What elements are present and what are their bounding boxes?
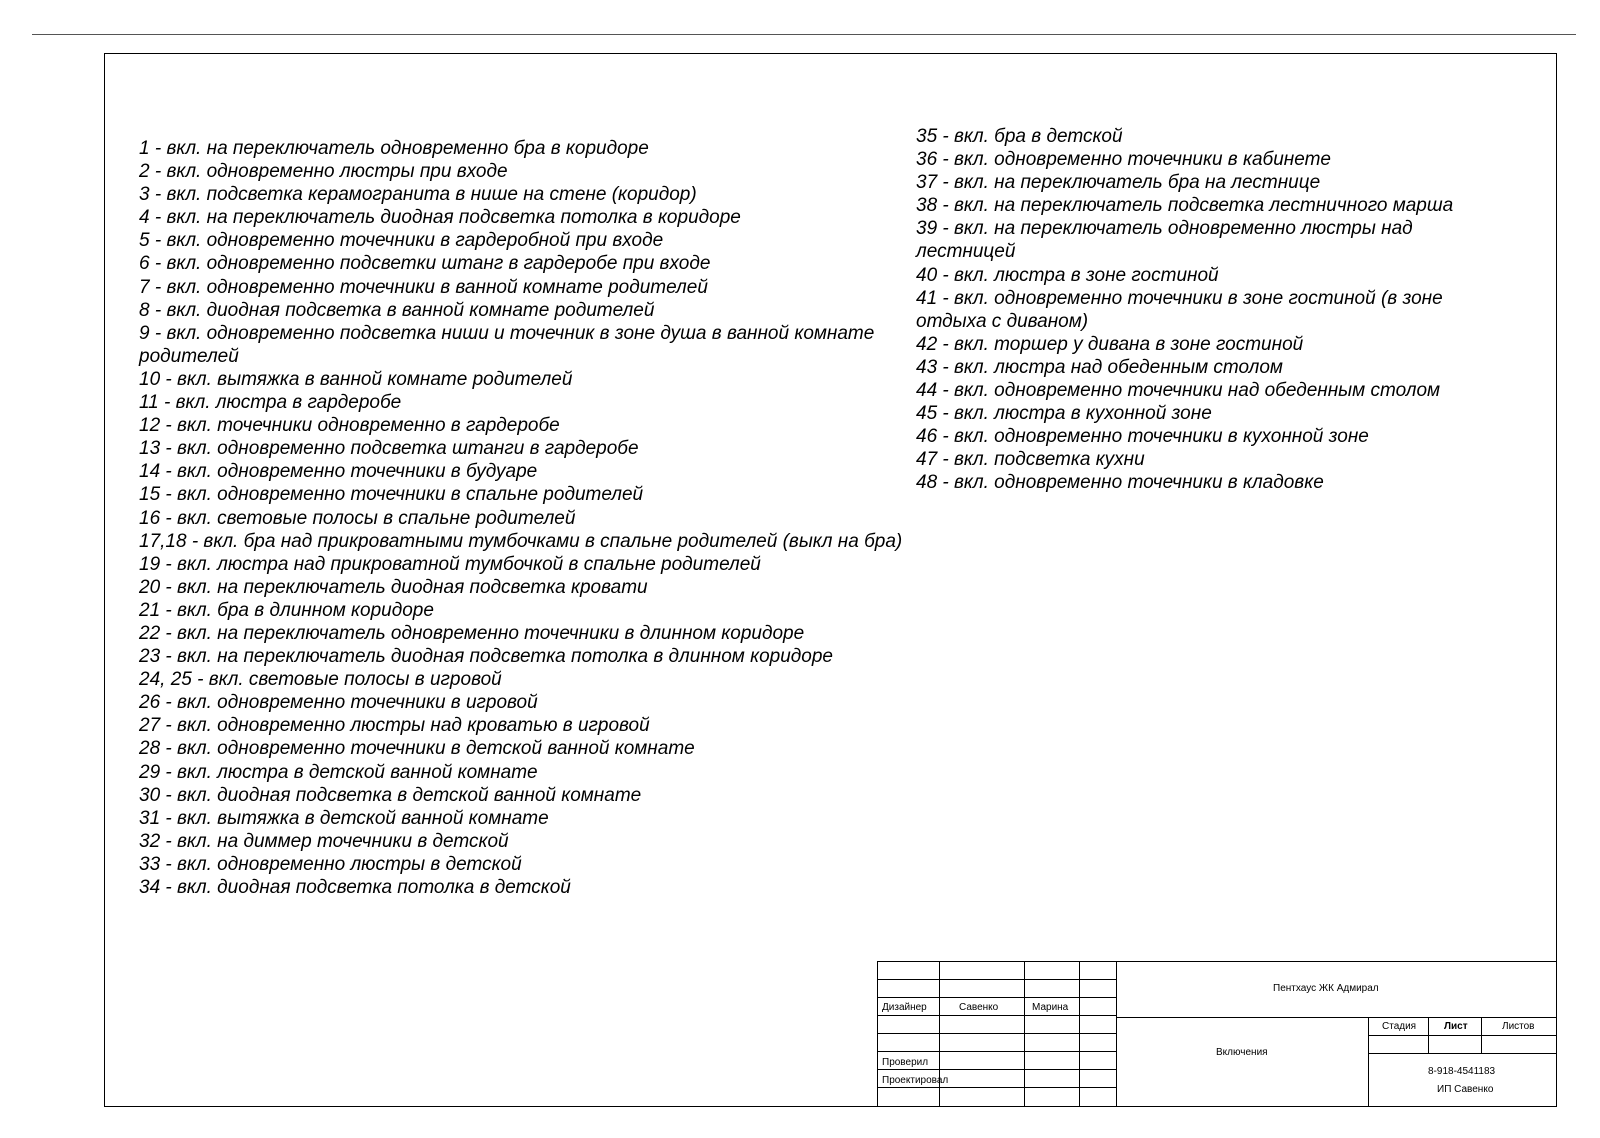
tb-grid-line: [877, 979, 1116, 980]
tb-designer-surname: Савенко: [959, 1002, 999, 1013]
legend-item: 48 - вкл. одновременно точечники в кладовке: [916, 472, 1324, 494]
legend-item: 1 - вкл. на переключатель одновременно бра в коридоре: [139, 138, 649, 159]
legend-item: 46 - вкл. одновременно точечники в кухонной зоне: [916, 426, 1369, 448]
legend-item: 10 - вкл. вытяжка в ванной комнате родителей: [139, 368, 573, 390]
legend-item: 12 - вкл. точечники одновременно в гардеробе: [139, 415, 560, 437]
legend-item: 29 - вкл. люстра в детской ванной комнате: [139, 761, 538, 783]
legend-item: 43 - вкл. люстра над обеденным столом: [916, 356, 1283, 378]
legend-item: 47 - вкл. подсветка кухни: [916, 449, 1145, 471]
tb-grid-line: [877, 997, 1116, 998]
legend-item: 30 - вкл. диодная подсветка в детской ванной комнате: [139, 784, 642, 806]
tb-grid-line: [1116, 961, 1117, 1107]
tb-grid-line: [877, 1087, 1116, 1088]
legend-item: 20 - вкл. на переключатель диодная подсветка кровати: [139, 576, 648, 598]
tb-stage-label: Стадия: [1382, 1021, 1417, 1032]
legend-item: 22 - вкл. на переключатель одновременно точечники в длинном коридоре: [139, 622, 805, 644]
legend-item: 38 - вкл. на переключатель подсветка лестничного марша: [916, 195, 1454, 217]
legend-item: 44 - вкл. одновременно точечники над обеденным столом: [916, 380, 1441, 402]
legend-item: 40 - вкл. люстра в зоне гостиной: [916, 264, 1219, 286]
legend-item: 37 - вкл. на переключатель бра на лестнице: [916, 172, 1321, 194]
legend-item: 24, 25 - вкл. световые полосы в игровой: [139, 669, 502, 691]
legend-item: 28 - вкл. одновременно точечники в детской ванной комнате: [139, 738, 695, 760]
legend-item: 26 - вкл. одновременно точечники в игровой: [139, 692, 538, 714]
tb-grid-line: [1481, 1017, 1482, 1053]
tb-grid-line: [877, 1033, 1116, 1034]
tb-sheet-label: Лист: [1444, 1021, 1468, 1032]
tb-designer-name: Марина: [1032, 1002, 1069, 1013]
legend-item: 3 - вкл. подсветка керамогранита в нише на стене (коридор): [139, 184, 697, 206]
tb-sheets-label: Листов: [1502, 1021, 1535, 1032]
legend-item: 13 - вкл. одновременно подсветка штанги в гардеробе: [139, 438, 639, 460]
tb-grid-line: [877, 1051, 1116, 1052]
top-rule: [32, 34, 1576, 35]
tb-project-name: Пентхаус ЖК Адмирал: [1273, 983, 1379, 994]
tb-role-designer: Дизайнер: [882, 1002, 927, 1013]
tb-border: [877, 961, 878, 1107]
tb-grid-line: [877, 1069, 1116, 1070]
tb-grid-line: [1079, 961, 1080, 1107]
title-block: [877, 961, 1557, 1107]
tb-grid-line: [1368, 1053, 1557, 1054]
legend-item: 16 - вкл. световые полосы в спальне родителей: [139, 507, 576, 529]
legend-item: 21 - вкл. бра в длинном коридоре: [139, 599, 434, 621]
tb-grid-line: [877, 1015, 1116, 1016]
tb-border: [877, 961, 1557, 962]
legend-item: 2 - вкл. одновременно люстры при входе: [139, 161, 508, 183]
legend-item: 17,18 - вкл. бра над прикроватными тумбочками в спальне родителей (выкл на бра): [139, 530, 903, 552]
tb-grid-line: [1428, 1017, 1429, 1053]
tb-grid-line: [1116, 1017, 1557, 1018]
legend-item: 41 - вкл. одновременно точечники в зоне гостиной (в зоне отдыха с диваном): [916, 287, 1443, 332]
legend-item: 36 - вкл. одновременно точечники в кабинете: [916, 149, 1331, 171]
legend-item: 31 - вкл. вытяжка в детской ванной комнате: [139, 807, 549, 829]
legend-item: 33 - вкл. одновременно люстры в детской: [139, 853, 522, 875]
legend-item: 23 - вкл. на переключатель диодная подсветка потолка в длинном коридоре: [139, 646, 833, 668]
legend-item: 32 - вкл. на диммер точечники в детской: [139, 830, 509, 852]
legend-right-column: [916, 125, 1516, 495]
tb-company: ИП Савенко: [1437, 1084, 1494, 1095]
tb-grid-line: [1368, 1035, 1557, 1036]
legend-item: 34 - вкл. диодная подсветка потолка в детской: [139, 877, 571, 898]
tb-role-checked: Проверил: [882, 1057, 929, 1068]
legend-item: 4 - вкл. на переключатель диодная подсветка потолка в коридоре: [139, 207, 741, 229]
legend-item: 35 - вкл. бра в детской: [916, 126, 1123, 147]
legend-item: 14 - вкл. одновременно точечники в будуаре: [139, 461, 538, 483]
legend-item: 19 - вкл. люстра над прикроватной тумбочкой в спальне родителей: [139, 553, 761, 575]
legend-item: 6 - вкл. одновременно подсветки штанг в гардеробе при входе: [139, 253, 711, 275]
legend-item: 8 - вкл. диодная подсветка в ванной комнате родителей: [139, 299, 655, 321]
legend-left-column: [139, 137, 909, 899]
legend-item: 39 - вкл. на переключатель одновременно люстры над лестницей: [916, 218, 1413, 263]
tb-grid-line: [1024, 961, 1025, 1107]
legend-item: 42 - вкл. торшер у дивана в зоне гостиной: [916, 333, 1304, 355]
legend-item: 15 - вкл. одновременно точечники в спальне родителей: [139, 484, 644, 506]
tb-phone: 8-918-4541183: [1428, 1066, 1496, 1077]
legend-item: 45 - вкл. люстра в кухонной зоне: [916, 403, 1212, 425]
tb-sheet-title: Включения: [1216, 1047, 1268, 1058]
legend-item: 7 - вкл. одновременно точечники в ванной комнате родителей: [139, 276, 708, 298]
legend-item: 5 - вкл. одновременно точечники в гардеробной при входе: [139, 230, 664, 252]
legend-item: 9 - вкл. одновременно подсветка ниши и точечник в зоне душа в ванной комнате родителей: [139, 322, 875, 367]
tb-grid-line: [1368, 1017, 1369, 1107]
legend-item: 27 - вкл. одновременно люстры над кроватью в игровой: [139, 715, 650, 737]
tb-role-designed: Проектировал: [882, 1075, 949, 1086]
legend-item: 11 - вкл. люстра в гардеробе: [139, 392, 402, 414]
